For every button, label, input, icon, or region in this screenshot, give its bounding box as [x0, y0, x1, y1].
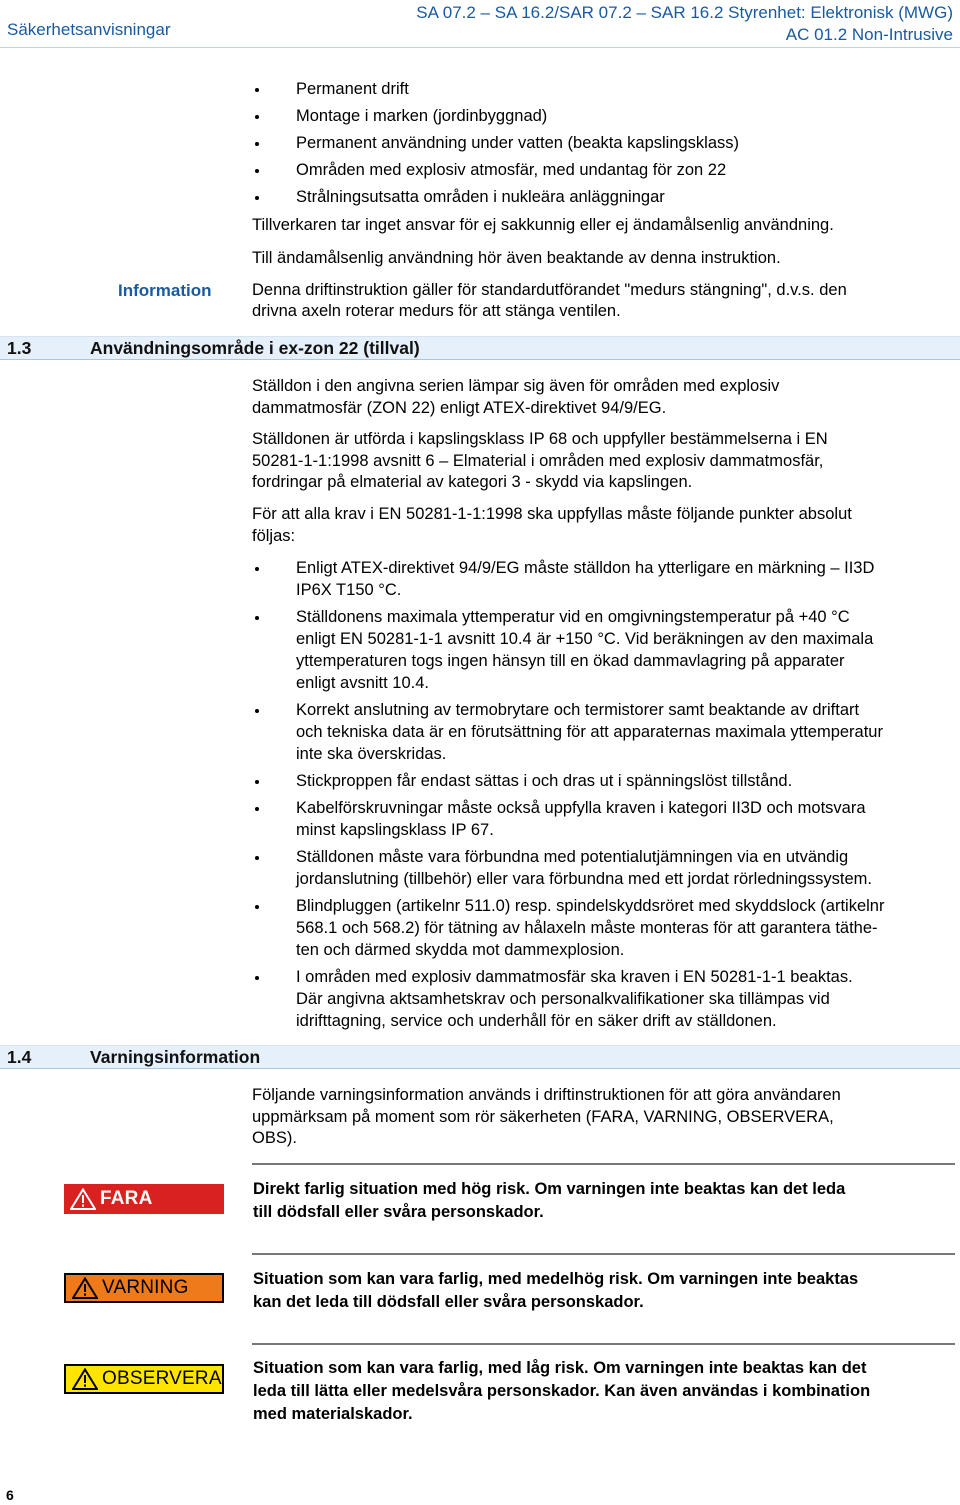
paragraph-line: fordringar på elmaterial av kategori 3 - skydd via kapslingen. — [252, 473, 693, 491]
list-item-line: och tekniska data är en förutsättning för att apparaternas maximala yttemperatur — [296, 723, 883, 741]
paragraph-line: Ställdonen är utförda i kapslingsklass IP 68 och uppfyller bestämmelserna i EN — [252, 430, 828, 448]
observera-caution-sign — [64, 1364, 224, 1394]
sign-label: VARNING — [102, 1277, 189, 1298]
section-heading-1-3 — [0, 336, 960, 360]
usage-exclusion-list — [252, 78, 957, 213]
section-title: Varningsinformation — [90, 1047, 261, 1067]
paragraph-line: Ställdon i den angivna serien lämpar sig även för områden med explosiv — [252, 377, 780, 395]
list-item-line: idrifttagning, service och underhåll för en säker drift av ställdonen. — [296, 1012, 777, 1030]
list-item — [252, 895, 957, 961]
list-item-line: I områden med explosiv dammatmosfär ska kraven i EN 50281-1-1 beaktas. — [296, 968, 853, 986]
varning-description — [253, 1268, 955, 1314]
list-item — [252, 966, 957, 1032]
paragraph-line: till dödsfall eller svåra personskador. — [253, 1203, 544, 1221]
paragraph-line: OBS). — [252, 1129, 297, 1147]
list-item-line: Korrekt anslutning av termobrytare och termistorer samt beaktande av driftart — [296, 701, 860, 719]
paragraph-line: leda till lätta eller medelsvåra personskador. Kan även användas i kombination — [253, 1382, 871, 1400]
sign-label: OBSERVERA — [102, 1368, 222, 1389]
fara-danger-sign — [64, 1184, 224, 1214]
section-number: 1.3 — [7, 338, 32, 358]
header-title-line-1: SA 07.2 – SA 16.2/SAR 07.2 – SAR 16.2 Styrenhet: Elektronisk (MWG) — [416, 3, 953, 22]
list-item — [252, 770, 957, 792]
list-item-line: inte ska överskridas. — [296, 745, 447, 763]
warning-intro-paragraph — [252, 1085, 841, 1150]
information-line-1: Denna driftinstruktion gäller för standardutförandet "medurs stängning", d.v.s. den — [252, 281, 847, 299]
list-item: Permanent drift — [252, 78, 957, 105]
list-item-line: Blindpluggen (artikelnr 511.0) resp. spindelskyddsröret med skyddslock (artikelnr — [296, 897, 885, 915]
warning-triangle-icon — [70, 1188, 96, 1210]
paragraph-line: dammatmosfär (ZON 22) enligt ATEX-direktivet 94/9/EG. — [252, 398, 667, 417]
list-item: Permanent användning under vatten (beakta kapslingsklass) — [252, 132, 957, 159]
paragraph-line: följas: — [252, 526, 296, 545]
header-document-title — [416, 2, 953, 46]
list-item-line: 568.1 och 568.2) för tätning av hålaxeln måste monteras för att garantera täthe- — [296, 919, 878, 937]
header-title-line-2: AC 01.2 Non-Intrusive — [785, 25, 953, 44]
list-item — [252, 846, 957, 890]
list-item: Montage i marken (jordinbyggnad) — [252, 105, 957, 132]
liability-text: Tillverkaren tar inget ansvar för ej sakkunnig eller ej ändamålsenlig användning. — [252, 216, 834, 234]
paragraph-line: 50281-1-1:1998 avsnitt 6 – Elmaterial i områden med explosiv dammatmosfär, — [252, 451, 824, 470]
section-title: Användningsområde i ex-zon 22 (tillval) — [90, 338, 420, 358]
list-item: Områden med explosiv atmosfär, med undantag för zon 22 — [252, 159, 957, 186]
information-text — [252, 280, 847, 322]
list-item-line: yttemperaturen togs ingen hänsyn till en ökad dammavlagring på apparater — [296, 652, 845, 670]
list-item-line: enligt EN 50281-1-1 avsnitt 10.4 är +150 °C. Vid beräkningen av den maximala — [296, 630, 874, 648]
observera-description — [253, 1357, 955, 1426]
list-item-line: ten och därmed skydda mot dammexplosion. — [296, 941, 625, 959]
header-divider — [0, 47, 960, 48]
list-item-line: IP6X T150 °C. — [296, 581, 402, 599]
paragraph-line: Direkt farlig situation med hög risk. Om varningen inte beaktas kan det leda — [253, 1180, 846, 1198]
information-line-2: drivna axeln roterar medurs för att stänga ventilen. — [252, 302, 621, 320]
list-item — [252, 797, 957, 841]
list-item — [252, 606, 957, 694]
paragraph-line: Situation som kan vara farlig, med låg risk. Om varningen inte beaktas kan det — [253, 1359, 867, 1377]
fara-description — [253, 1178, 955, 1224]
paragraph-line: uppmärksam på moment som rör säkerheten (FARA, VARNING, OBSERVERA, — [252, 1107, 834, 1126]
list-item — [252, 699, 957, 765]
list-item-line: Enligt ATEX-direktivet 94/9/EG måste ställdon ha ytterligare en märkning – II3D — [296, 559, 875, 577]
atex-paragraph-3 — [252, 504, 852, 547]
warning-divider — [252, 1253, 955, 1255]
paragraph-line: För att alla krav i EN 50281-1-1:1998 ska uppfyllas måste följande punkter absolut — [252, 505, 852, 523]
paragraph-line: Följande varningsinformation används i driftinstruktionen för att göra användaren — [252, 1086, 841, 1104]
page-number: 6 — [6, 1487, 14, 1503]
intended-use-text: Till ändamålsenlig användning hör även beaktande av denna instruktion. — [252, 249, 781, 267]
warning-triangle-icon — [72, 1368, 98, 1390]
section-number: 1.4 — [7, 1047, 32, 1067]
paragraph-line: kan det leda till dödsfall eller svåra personskador. — [253, 1293, 644, 1311]
list-item: Strålningsutsatta områden i nukleära anläggningar — [252, 186, 957, 213]
atex-paragraph-2 — [252, 429, 828, 494]
list-item-line: enligt avsnitt 10.4. — [296, 674, 429, 692]
varning-warning-sign — [64, 1273, 224, 1303]
list-item-line: Ställdonens maximala yttemperatur vid en omgivningstemperatur på +40 °C — [296, 608, 850, 626]
paragraph-line: Situation som kan vara farlig, med medelhög risk. Om varningen inte beaktas — [253, 1270, 859, 1288]
sign-label: FARA — [100, 1188, 153, 1209]
list-item-line: Ställdonen måste vara förbundna med potentialutjämningen via en utvändig — [296, 848, 849, 866]
list-item — [252, 557, 957, 601]
section-heading-1-4 — [0, 1045, 960, 1069]
warning-triangle-icon — [72, 1277, 98, 1299]
header-section-title: Säkerhetsanvisningar — [7, 20, 171, 39]
list-item-line: Stickproppen får endast sättas i och dras ut i spänningslöst tillstånd. — [296, 772, 793, 790]
warning-divider — [252, 1163, 955, 1165]
information-label: Information — [118, 281, 212, 300]
paragraph-line: med materialskador. — [253, 1405, 413, 1423]
list-item-line: minst kapslingsklass IP 67. — [296, 821, 494, 839]
list-item-line: jordanslutning (tillbehör) eller vara förbundna med ett jordat rörledningssystem. — [296, 870, 872, 888]
atex-paragraph-1 — [252, 376, 779, 419]
list-item-line: Där angivna aktsamhetskrav och personalkvalifikationer ska tillämpas vid — [296, 990, 830, 1008]
atex-requirements-list — [252, 557, 957, 1032]
warning-divider — [252, 1343, 955, 1345]
list-item-line: Kabelförskruvningar måste också uppfylla kraven i kategori II3D och motsvara — [296, 799, 866, 817]
